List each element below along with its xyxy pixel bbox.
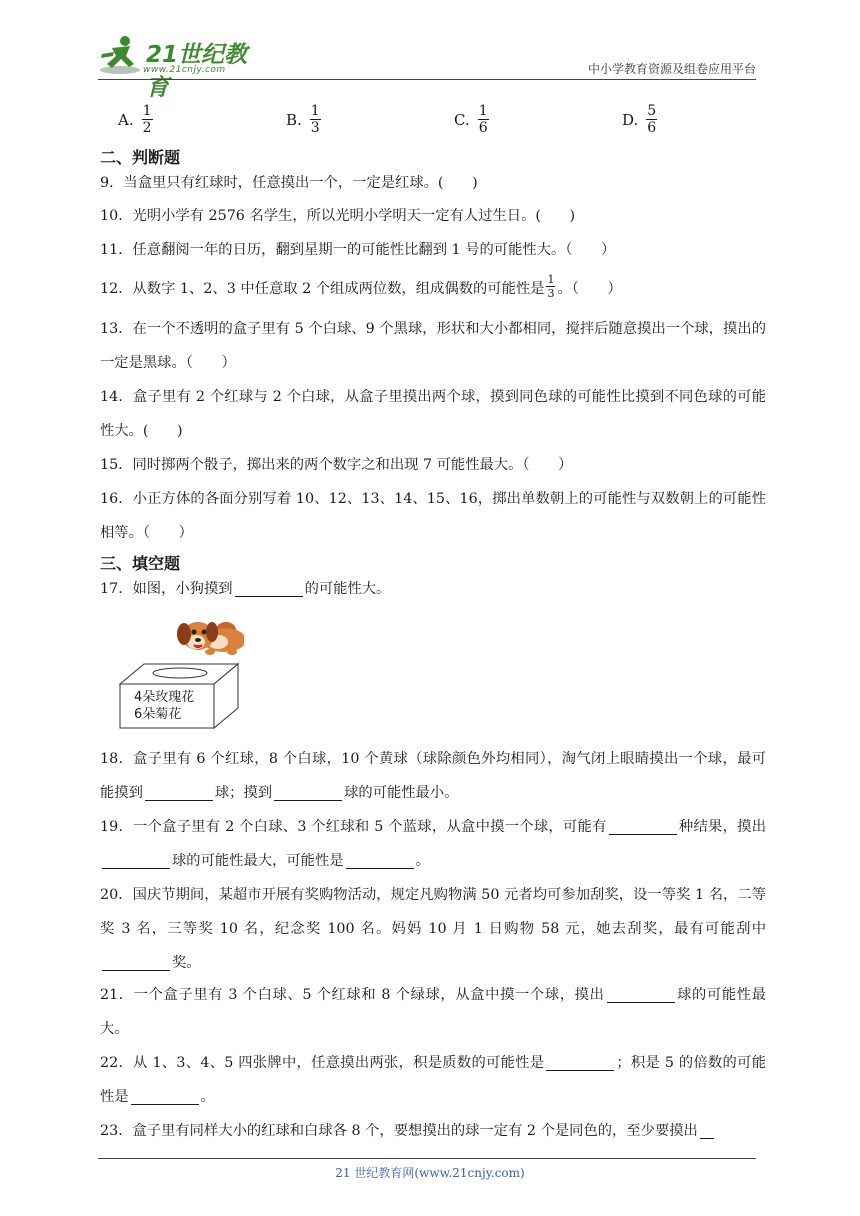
- question-23: [100, 1114, 766, 1148]
- answer-blank[interactable]: [131, 1087, 199, 1105]
- question-text: 球的可能性最大，可能性是: [172, 853, 344, 869]
- answer-blank[interactable]: [609, 817, 677, 835]
- question-20: [100, 878, 766, 980]
- answer-blank[interactable]: [274, 783, 342, 801]
- question-text: 球的可能性最小。: [344, 785, 459, 801]
- question-13: 13．在一个不透明的盒子里有 5 个白球、9 个黑球，形状和大小都相同，搅拌后随意摸出一个球，摸出的一定是黑球。（ ）: [100, 321, 766, 371]
- question-text: 球的可能性最大。: [100, 987, 766, 1037]
- runner-logo-icon: [98, 34, 146, 78]
- question-21: [100, 978, 766, 1046]
- denominator: 3: [310, 120, 320, 136]
- question-text: 18．盒子里有 6 个红球，8 个白球，10 个黄球（球除颜色外均相同），淘气闭上眼睛摸出一个球，最可能摸到: [100, 751, 766, 801]
- numerator: 1: [310, 103, 320, 119]
- logo: [98, 34, 268, 101]
- section-title-judge: 二、判断题: [100, 148, 181, 167]
- question-text: 奖。: [172, 955, 201, 971]
- option-fraction: [478, 104, 489, 135]
- question-11: 11．任意翻阅一年的日历，翻到星期一的可能性比翻到 1 号的可能性大。（ ）: [100, 242, 616, 258]
- question-12: [100, 272, 766, 306]
- inline-fraction: [546, 274, 555, 299]
- numerator: 1: [478, 103, 488, 119]
- footer-divider: [98, 1158, 756, 1159]
- header-divider: [98, 79, 756, 80]
- numerator: 1: [142, 103, 152, 119]
- question-text: ；积是 5 的倍数的可能性是: [100, 1055, 766, 1105]
- box-label-roses: 4朵玫瑰花: [134, 690, 195, 705]
- numerator: 1: [547, 272, 555, 286]
- question-9: 9．当盒里只有红球时，任意摸出一个，一定是红球。( ): [100, 175, 478, 191]
- dog-box-figure: [114, 612, 244, 732]
- answer-blank[interactable]: [102, 851, 170, 869]
- question-17: [100, 572, 766, 606]
- answer-blank[interactable]: [346, 851, 414, 869]
- box-label-chrysanthemums: 6朵菊花: [134, 707, 182, 722]
- answer-blank[interactable]: [102, 953, 170, 971]
- answer-blank[interactable]: [546, 1053, 614, 1071]
- answer-blank[interactable]: [607, 985, 675, 1003]
- denominator: 6: [647, 120, 657, 136]
- option-label: B.: [286, 110, 302, 129]
- question-text: 17．如图，小狗摸到: [100, 581, 233, 597]
- denominator: 6: [478, 120, 488, 136]
- option-label: C.: [454, 110, 470, 129]
- option-fraction: [646, 104, 657, 135]
- option-b: [286, 104, 321, 135]
- question-text: 12．从数字 1、2、3 中任意取 2 个组成两位数，组成偶数的可能性是: [100, 281, 545, 297]
- footer-text: 21 世纪教育网(www.21cnjy.com): [335, 1166, 525, 1180]
- question-16: 16．小正方体的各面分别写着 10、12、13、14、15、16，掷出单数朝上的可能性与双数朝上的可能性相等。（ ）: [100, 491, 766, 541]
- question-text: 球；摸到: [214, 785, 273, 801]
- option-fraction: [310, 104, 321, 135]
- question-text: 的可能性大。: [304, 581, 391, 597]
- answer-blank[interactable]: [235, 579, 303, 597]
- logo-text: 21世纪教育: [146, 42, 248, 101]
- option-d: [622, 104, 657, 135]
- page-header: [98, 34, 756, 101]
- question-text: 22．从 1、3、4、5 四张牌中，任意摸出两张，积是质数的可能性是: [100, 1055, 545, 1071]
- answer-options: [118, 104, 718, 140]
- question-15: 15．同时掷两个骰子，掷出来的两个数字之和出现 7 可能性最大。（ ）: [100, 457, 573, 473]
- question-14: 14．盒子里有 2 个红球与 2 个白球，从盒子里摸出两个球，摸到同色球的可能性比摸到不同色球的可能性大。( ): [100, 389, 766, 439]
- option-c: [454, 104, 489, 135]
- option-fraction: [142, 104, 153, 135]
- answer-blank[interactable]: [145, 783, 213, 801]
- denominator: 2: [142, 120, 152, 136]
- numerator: 5: [647, 103, 657, 119]
- question-18: [100, 742, 766, 810]
- question-text: 20．国庆节期间，某超市开展有奖购物活动，规定凡购物满 50 元者均可参加刮奖，设一等奖 1 名，二等奖 3 名，三等奖 10 名，纪念奖 100 名。妈妈 10 月 1 日购物 58 元，她去刮奖，最有可能刮中: [100, 887, 766, 937]
- option-label: D.: [622, 110, 639, 129]
- question-text: 。（ ）: [557, 281, 622, 297]
- section-title-fill: 三、填空题: [100, 554, 181, 573]
- option-label: A.: [118, 110, 134, 129]
- logo-url: www.21cnjy.com: [143, 65, 226, 75]
- question-text: 21．一个盒子里有 3 个白球、5 个红球和 8 个绿球，从盒中摸一个球，摸出: [100, 987, 605, 1003]
- question-10: 10．光明小学有 2576 名学生，所以光明小学明天一定有人过生日。( ): [100, 208, 576, 224]
- platform-name: 中小学教育资源及组卷应用平台: [587, 62, 756, 76]
- answer-blank[interactable]: [700, 1121, 714, 1139]
- option-a: [118, 104, 153, 135]
- question-text: 23．盒子里有同样大小的红球和白球各 8 个，要想摸出的球一定有 2 个是同色的，至少要摸出: [100, 1123, 698, 1139]
- question-22: [100, 1046, 766, 1114]
- denominator: 3: [547, 286, 555, 300]
- question-text: 19．一个盒子里有 2 个白球、3 个红球和 5 个蓝球，从盒中摸一个球，可能有: [100, 819, 607, 835]
- question-text: 。: [200, 1089, 215, 1105]
- question-text: 种结果，摸出: [678, 819, 767, 835]
- question-text: 。: [415, 853, 430, 869]
- question-19: [100, 810, 766, 878]
